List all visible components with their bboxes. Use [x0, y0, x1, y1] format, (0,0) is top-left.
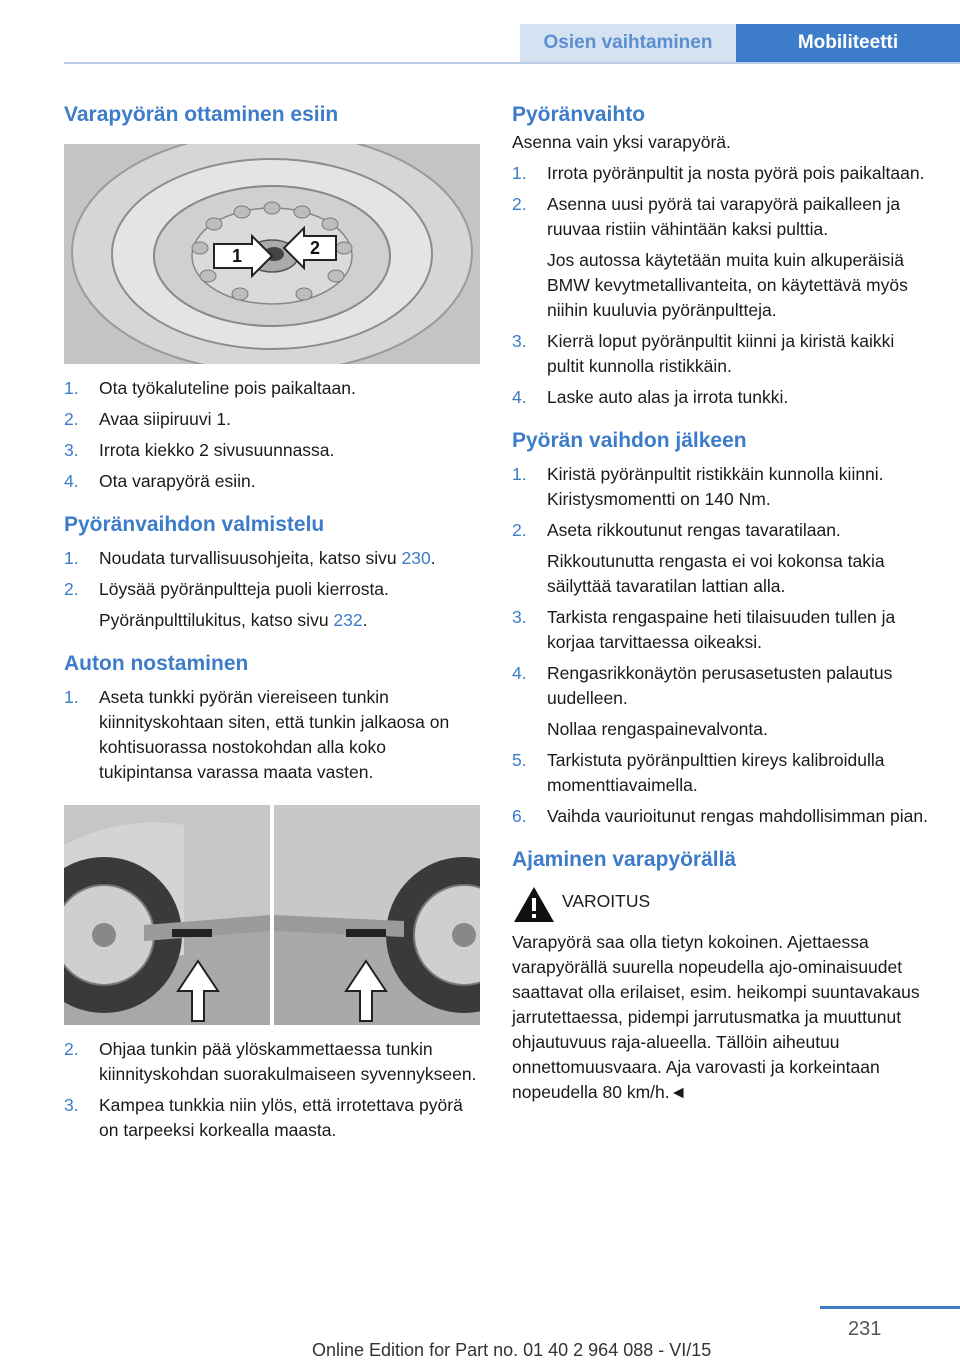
warning-icon [512, 885, 562, 930]
step-text: Tarkistuta pyöränpulttien kireys kalibroidulla momenttiavaimella. [547, 750, 885, 795]
note-text-end: . [362, 610, 368, 630]
list-item [512, 605, 932, 655]
tab-chapter[interactable]: Mobiliteetti [736, 24, 960, 62]
step-number: 3. [64, 440, 79, 460]
warning-box [512, 885, 932, 930]
step-number: 4. [64, 471, 79, 491]
step-text-end: . [430, 548, 436, 568]
list-item [64, 577, 480, 633]
step-text: Ota työkaluteline pois paikaltaan. [99, 378, 356, 398]
list-item [512, 462, 932, 512]
after-change-steps [512, 462, 932, 829]
list-item [512, 385, 932, 410]
step-number: 2. [64, 579, 79, 599]
list-item [512, 661, 932, 742]
page-number: 231 [848, 1318, 882, 1340]
list-item [64, 546, 480, 571]
step-number: 1. [512, 464, 527, 484]
step-text-main: Aseta rikkoutunut rengas tavaratilaan. [547, 520, 841, 540]
step-text [99, 546, 480, 571]
section-title-after-change: Pyörän vaihdon jälkeen [512, 429, 747, 452]
step-note [99, 608, 480, 633]
page-link-232[interactable]: 232 [333, 610, 363, 630]
section-title-driving-spare: Ajaminen varapyörällä [512, 848, 737, 871]
wheel-change-steps [512, 161, 932, 410]
list-item [512, 804, 932, 829]
step-number: 3. [512, 331, 527, 351]
list-item [512, 192, 932, 323]
lifting-steps [64, 685, 480, 785]
footer-divider [820, 1306, 960, 1309]
step-text: Irrota kiekko 2 sivusuunnassa. [99, 440, 335, 460]
preparation-steps [64, 546, 480, 633]
step-number: 2. [512, 520, 527, 540]
warning-body: Varapyörä saa olla tietyn kokoinen. Ajettaessa varapyörällä suurella nopeudella ajo-ominaisuudet saattavat olla erilaiset, esim. heikompi suuntavakaus jarrutettaessa, pidempi jarrutusmatka ja muuttunut ohjautuvuus raja-alueella. Tällöin aiheutuu onnettomuusvaara. Aja varovasti ja korkeintaan nopeudella 80 km/h.◄ [512, 932, 920, 1102]
wheel-change-intro: Asenna vain yksi varapyörä. [512, 132, 731, 152]
list-item [64, 438, 480, 463]
left-column [64, 100, 480, 1143]
list-item [64, 469, 480, 494]
step-text: Laske auto alas ja irrota tunkki. [547, 387, 789, 407]
list-item [64, 407, 480, 432]
right-column [512, 100, 932, 1105]
figure-callout-1: 1 [232, 246, 243, 266]
lifting-steps-continued [64, 1037, 480, 1143]
spare-wheel-steps [64, 376, 480, 494]
step-text: Ota varapyörä esiin. [99, 471, 256, 491]
step-number: 1. [64, 687, 79, 707]
step-text: Tarkista rengaspaine heti tilaisuuden tullen ja korjaa tarvittaessa oikeaksi. [547, 607, 896, 652]
section-title-wheel-change: Pyöränvaihto [512, 103, 646, 126]
step-number: 6. [512, 806, 527, 826]
step-number: 1. [64, 548, 79, 568]
tab-section[interactable]: Osien vaihtaminen [520, 24, 736, 62]
list-item [64, 1037, 480, 1087]
step-number: 4. [512, 663, 527, 683]
step-note: Nollaa rengaspainevalvonta. [547, 719, 768, 739]
list-item [512, 748, 932, 798]
list-item [512, 518, 932, 599]
step-number: 2. [64, 1039, 79, 1059]
step-text: Kiristä pyöränpultit ristikkäin kunnolla kiinni. Kiristysmomentti on 140 Nm. [547, 464, 884, 509]
step-text: Kampea tunkkia niin ylös, että irrotettava pyörä on tarpeeksi korkealla maasta. [99, 1095, 463, 1140]
step-text [547, 661, 932, 742]
step-text: Aseta tunkki pyörän viereiseen tunkin kiinnityskohtaan siten, että tunkin jalkaosa on kohtisuorassa nostokohdan alla koko tukipintansa varassa maata vasten. [99, 687, 450, 782]
step-text [547, 518, 932, 599]
step-number: 3. [64, 1095, 79, 1115]
jacking-point-figure [64, 805, 480, 1025]
section-title-preparation: Pyöränvaihdon valmistelu [64, 513, 325, 536]
step-text-main: Löysää pyöränpultteja puoli kierrosta. [99, 579, 389, 599]
page-link-230[interactable]: 230 [401, 548, 431, 568]
step-number: 1. [64, 378, 79, 398]
step-number: 2. [512, 194, 527, 214]
step-text: Kierrä loput pyöränpultit kiinni ja kiristä kaikki pultit kunnolla ristikkäin. [547, 331, 895, 376]
step-note: Rikkoutunutta rengasta ei voi kokonsa takia säilyttää tavaratilan lattian alla. [547, 551, 885, 596]
step-text-main: Noudata turvallisuusohjeita, katso sivu [99, 548, 402, 568]
note-text: Pyöränpulttilukitus, katso sivu [99, 610, 334, 630]
step-text: Avaa siipiruuvi 1. [99, 409, 231, 429]
page-header [520, 24, 960, 62]
step-text: Irrota pyöränpultit ja nosta pyörä pois paikaltaan. [547, 163, 925, 183]
step-number: 2. [64, 409, 79, 429]
step-text-main: Rengasrikkonäytön perusasetusten palautus uudelleen. [547, 663, 893, 708]
step-number: 1. [512, 163, 527, 183]
spare-wheel-figure [64, 144, 480, 364]
step-note: Jos autossa käytetään muita kuin alkuperäisiä BMW kevytmetallivanteita, on käytettävä myös niihin kuuluvia pyöränpultteja. [547, 250, 908, 320]
jacking-point-illustration [64, 805, 480, 1025]
figure-callout-2: 2 [310, 238, 321, 258]
list-item [512, 161, 932, 186]
step-text [547, 192, 932, 323]
step-number: 5. [512, 750, 527, 770]
step-number: 3. [512, 607, 527, 627]
warning-title: VAROITUS [562, 891, 651, 911]
step-text-main: Asenna uusi pyörä tai varapyörä paikalleen ja ruuvaa ristiin vähintään kaksi pulttia. [547, 194, 901, 239]
edition-footer: Online Edition for Part no. 01 40 2 964 088 - VI/15 [312, 1340, 712, 1360]
list-item [64, 685, 480, 785]
header-divider [64, 62, 960, 64]
step-number: 4. [512, 387, 527, 407]
step-text: Ohjaa tunkin pää ylöskammettaessa tunkin kiinnityskohdan suorakulmaiseen syvennykseen. [99, 1039, 477, 1084]
list-item [64, 1093, 480, 1143]
section-title-spare-wheel: Varapyörän ottaminen esiin [64, 103, 339, 126]
section-title-lifting: Auton nostaminen [64, 652, 249, 675]
step-text [99, 577, 480, 633]
spare-wheel-illustration [64, 144, 480, 364]
list-item [512, 329, 932, 379]
step-text: Vaihda vaurioitunut rengas mahdollisimman pian. [547, 806, 929, 826]
list-item [64, 376, 480, 401]
